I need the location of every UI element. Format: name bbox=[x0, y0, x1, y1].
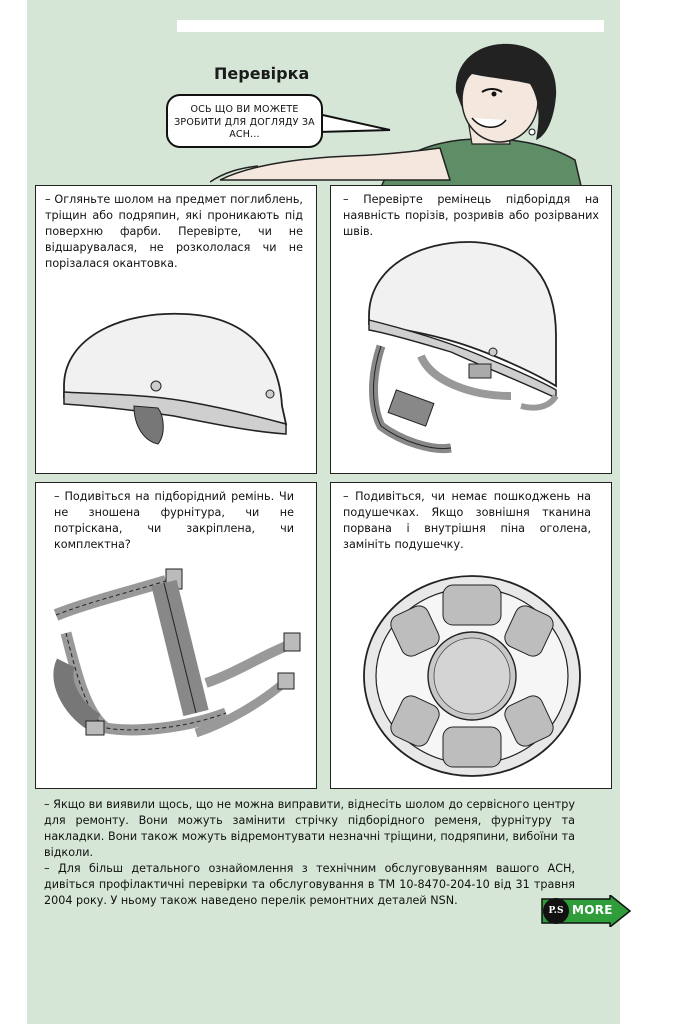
footer-text bbox=[44, 797, 575, 909]
helmet-interior-pads-icon bbox=[359, 571, 585, 781]
ps-logo[interactable]: P.S bbox=[543, 898, 569, 924]
speech-bubble bbox=[166, 94, 323, 148]
panel-text: – Подивіться, чи немає пошкоджень на подушечках. Якщо зовнішня тканина порвана і внутрішня піна оголена, замініть подушечку. bbox=[343, 490, 591, 551]
footer-paragraph-repair: – Якщо ви виявили щось, що не можна виправити, віднесіть шолом до сервісного центру для ремонту. Вони можуть замінити стрічку підборідного ременя, фурнітуру та накладки. Вони також можуть відремонтувати незначні тріщини, подряпини, вибоїни та відколи. bbox=[44, 798, 575, 859]
panel-text: – Подивіться на підборідний ремінь. Чи не зношена фурнітура, чи не потріскана, чи закріплена, чи комплектна? bbox=[54, 490, 294, 551]
more-button-label[interactable]: MORE bbox=[572, 903, 613, 917]
footer-paragraph-reference: – Для більш детального ознайомлення з технічним обслуговуванням вашого АСН, дивіться профілактичні перевірки та обслуговування в ТМ 10-8470-204-10 від 31 травня 2004 року. У ньому також наведено перелік ремонтних деталей NSN. bbox=[44, 862, 575, 907]
speech-bubble-text: ОСЬ ЩО ВИ МОЖЕТЕ ЗРОБИТИ ДЛЯ ДОГЛЯДУ ЗА АСН... bbox=[174, 104, 315, 140]
panel-inspect-shell bbox=[35, 185, 317, 474]
chinstrap-assembly-icon bbox=[46, 563, 308, 763]
helmet-side-icon bbox=[54, 306, 304, 456]
panel-inspect-pads bbox=[330, 482, 612, 789]
top-white-bar bbox=[177, 20, 604, 32]
panel-text: – Огляньте шолом на предмет поглиблень, тріщин або подряпин, які проникають під поверхню фарби. Перевірте, чи не відшарувалася, не розкололася чи не порізалася окантовка. bbox=[45, 193, 303, 270]
page-title: Перевірка bbox=[214, 64, 310, 83]
helmet-with-straps-icon bbox=[361, 236, 591, 466]
panel-inspect-chinstrap bbox=[330, 185, 612, 474]
panel-text: – Перевірте ремінець підборіддя на наявність порізів, розривів або розірваних швів. bbox=[343, 193, 599, 238]
panel-inspect-hardware bbox=[35, 482, 317, 789]
speech-bubble-tail bbox=[318, 110, 398, 140]
